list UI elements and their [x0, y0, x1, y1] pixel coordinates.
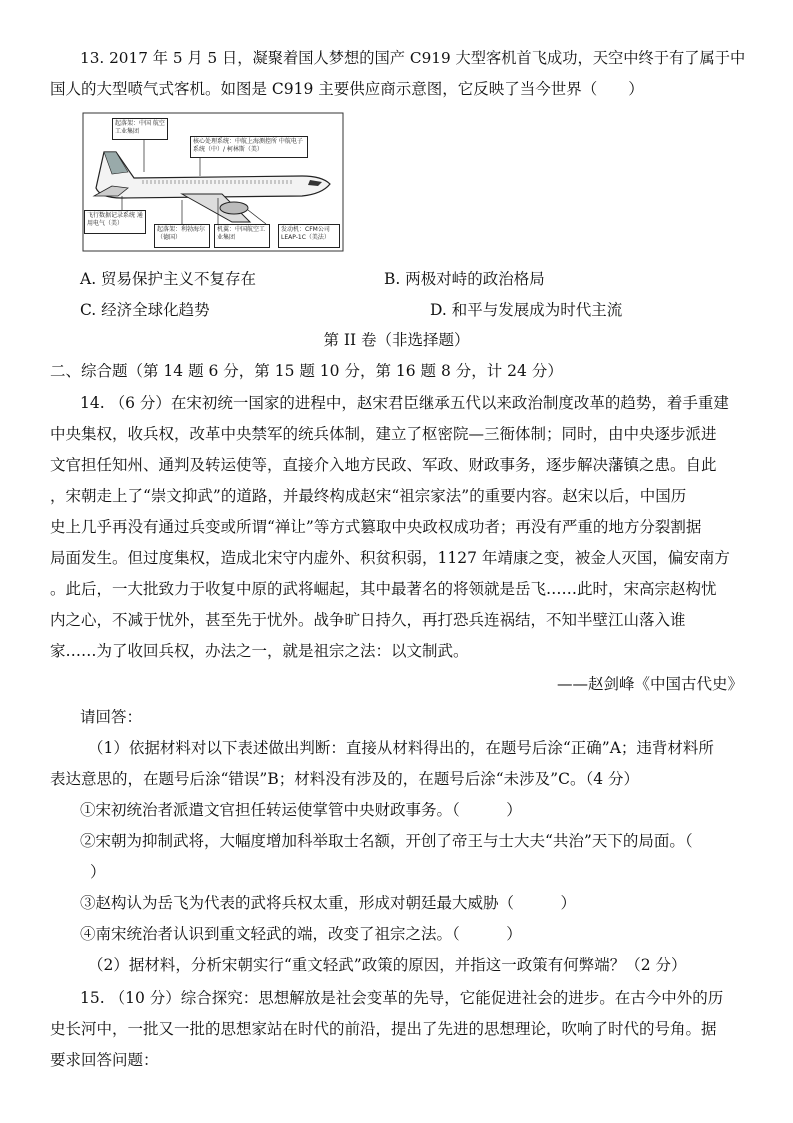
q14-sub1-line-2: 表达意思的，在题号后涂“错误”B；材料没有涉及的，在题号后涂“未涉及”C。（4 分）	[50, 770, 639, 788]
supplier-box-landing-gear: 起落架：利勃海尔（德国）	[154, 224, 210, 248]
q14-sub2: （2）据材料，分析宋朝实行“重文轻武”政策的原因，并指这一政策有何弊端？（2 分）	[88, 956, 687, 974]
section-2-title: 第 II 卷（非选择题）	[323, 331, 470, 349]
q14-item-2: ②宋朝为抑制武将，大幅度增加科举取士名额，开创了帝王与士大夫“共治”天下的局面。（	[80, 832, 693, 850]
supplier-box-wing: 机翼：中国航空工业集团	[214, 224, 270, 248]
q13-option-c: C. 经济全球化趋势	[80, 301, 210, 319]
q14-sub1-line-1: （1）依据材料对以下表述做出判断：直接从材料得出的，在题号后涂“正确”A；违背材料所	[88, 739, 714, 757]
q14-item-2-bracket: ）	[90, 863, 106, 881]
q13-option-d: D. 和平与发展成为时代主流	[430, 301, 623, 319]
q14-para-line-4: ，宋朝走上了“崇文抑武”的道路，并最终构成赵宋“祖宗家法”的重要内容。赵宋以后，中国历	[50, 487, 687, 505]
section-2-heading: 二、综合题（第 14 题 6 分，第 15 题 10 分，第 16 题 8 分，计 24 分）	[50, 362, 563, 380]
q14-item-1: ①宋初统治者派遣文官担任转运使掌管中央财政事务。（ ）	[80, 801, 522, 819]
q13-option-b: B. 两极对峙的政治格局	[384, 270, 545, 288]
q14-item-3: ③赵构认为岳飞为代表的武将兵权太重，形成对朝廷最大威胁（ ）	[80, 894, 577, 912]
q14-para-line-1: 14. （6 分）在宋初统一国家的进程中，赵宋君臣继承五代以来政治制度改革的趋势，着手重建	[80, 394, 729, 412]
supplier-box-core-system: 核心处理系统：中航上海测控所 中航电子系统（中）/ 柯林斯（美）	[190, 136, 308, 158]
q14-para-line-3: 文官担任知州、通判及转运使等，直接介入地方民政、军政、财政事务，逐步解决藩镇之患。自此	[50, 456, 717, 474]
c919-supplier-diagram	[82, 112, 344, 252]
q13-line-1: 13. 2017 年 5 月 5 日，凝聚着国人梦想的国产 C919 大型客机首飞成功，天空中终于有了属于中	[80, 49, 746, 67]
q14-para-line-9: 家……为了收回兵权，办法之一，就是祖宗之法：以文制武。	[50, 642, 469, 660]
q14-para-line-7: 。此后，一大批致力于收复中原的武将崛起，其中最著名的将领就是岳飞……此时，宋高宗赵构忧	[50, 580, 717, 598]
q15-line-1: 15. （10 分）综合探究：思想解放是社会变革的先导，它能促进社会的进步。在古今中外的历	[80, 989, 724, 1007]
q15-line-3: 要求回答问题：	[50, 1051, 159, 1069]
q14-para-line-2: 中央集权，收兵权，改革中央禁军的统兵体制，建立了枢密院—三衙体制；同时，由中央逐步派进	[50, 425, 717, 443]
q13-line-2: 国人的大型喷气式客机。如图是 C919 主要供应商示意图，它反映了当今世界（ ）	[50, 80, 644, 98]
q14-para-line-5: 史上几乎再没有通过兵变或所谓“禅让”等方式篡取中央政权成功者；再没有严重的地方分裂割据	[50, 518, 702, 536]
supplier-box-engine: 发动机：CFM公司 LEAP-1C（美法）	[278, 224, 340, 248]
supplier-box-recorder: 飞行数据记录系统 通用电气（美）	[84, 210, 146, 234]
supplier-box-top: 起落架：中国 航空工业集团	[112, 118, 168, 140]
q14-ask: 请回答：	[80, 708, 143, 726]
q14-para-line-6: 局面发生。但过度集权，造成北宋守内虚外、积贫积弱，1127 年靖康之变，被金人灭国，偏安南方	[50, 549, 730, 567]
q13-option-a: A. 贸易保护主义不复存在	[80, 270, 257, 288]
q14-para-line-8: 内之心，不减于忧外，甚至先于忧外。战争旷日持久，再打恐兵连祸结，不知半壁江山落入谁	[50, 611, 686, 629]
q14-source: ——赵剑峰《中国古代史》	[556, 675, 743, 693]
q15-line-2: 史长河中，一批又一批的思想家站在时代的前沿，提出了先进的思想理论，吹响了时代的号角。据	[50, 1020, 717, 1038]
q14-item-4: ④南宋统治者认识到重文轻武的端，改变了祖宗之法。（ ）	[80, 925, 522, 943]
